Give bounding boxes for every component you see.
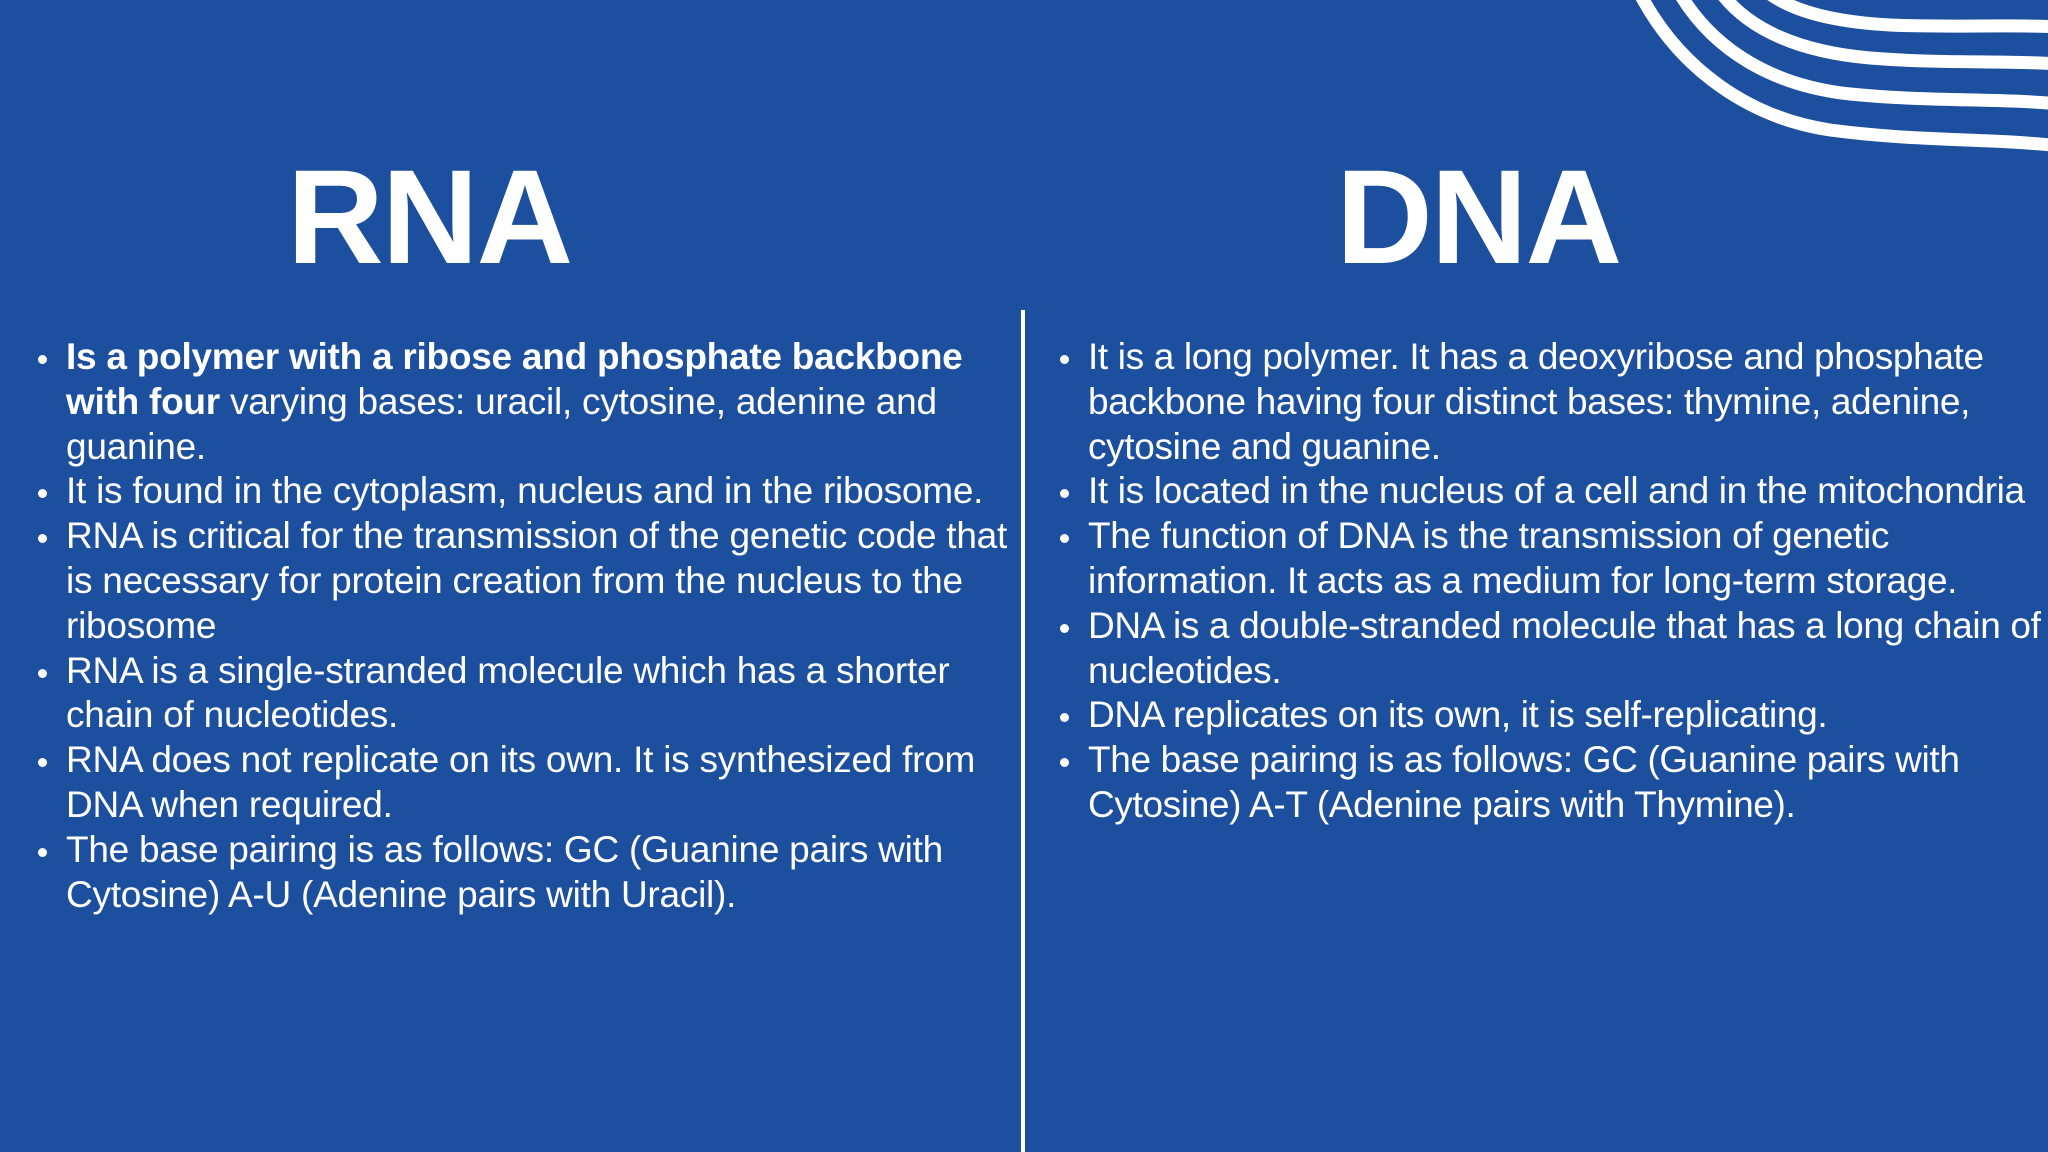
dna-bullet-item <box>1058 604 2048 694</box>
dna-bullet-text: It is a long polymer. It has a deoxyribose and phosphate backbone having four distinct bases: thymine, adenine, cytosine and guanine. <box>1088 336 1984 467</box>
wave-lines-decoration <box>1600 0 2048 170</box>
bullet-dot-icon <box>38 355 47 364</box>
bullet-dot-icon <box>38 669 47 678</box>
rna-bullet-text: varying bases: uracil, cytosine, adenine and guanine. <box>66 380 937 467</box>
rna-bullet-item <box>36 514 1022 648</box>
bullet-dot-icon <box>38 848 47 857</box>
dna-bullet-list <box>1058 335 2048 828</box>
rna-bullet-list <box>36 335 1022 917</box>
rna-bullet-text: It is found in the cytoplasm, nucleus and in the ribosome. <box>66 470 984 512</box>
bullet-dot-icon <box>1060 534 1069 543</box>
rna-bullet-item <box>36 828 1022 918</box>
rna-bullet-text: The base pairing is as follows: GC (Guanine pairs with Cytosine) A-U (Adenine pairs with Uracil). <box>66 828 943 915</box>
dna-bullet-text: The function of DNA is the transmission of genetic information. It acts as a medium for long-term storage. <box>1088 515 1958 601</box>
dna-bullet-text: DNA is a double-stranded molecule that has a long chain of nucleotides. <box>1088 604 2041 691</box>
rna-bullet-item <box>36 335 1022 469</box>
dna-bullet-item <box>1058 335 2048 469</box>
bullet-dot-icon <box>1060 624 1069 633</box>
rna-bullet-text: RNA does not replicate on its own. It is synthesized from DNA when required. <box>66 739 976 825</box>
dna-heading: DNA <box>1336 143 1621 292</box>
dna-bullet-item <box>1058 514 2048 604</box>
rna-bullet-text: RNA is a single-stranded molecule which has a shorter chain of nucleotides. <box>66 649 950 736</box>
rna-bullet-text: RNA is critical for the transmission of the genetic code that is necessary for protein creation from the nucleus to the ribosome <box>66 515 1008 646</box>
bullet-dot-icon <box>1060 713 1069 722</box>
bullet-dot-icon <box>1060 758 1069 767</box>
rna-heading: RNA <box>287 143 572 292</box>
dna-bullet-item <box>1058 469 2048 514</box>
bullet-dot-icon <box>38 489 47 498</box>
bullet-dot-icon <box>1060 489 1069 498</box>
dna-bullet-item <box>1058 738 2048 828</box>
bullet-dot-icon <box>38 534 47 543</box>
rna-bullet-item <box>36 469 1022 514</box>
dna-bullet-text: DNA replicates on its own, it is self-replicating. <box>1088 694 1828 736</box>
dna-bullet-text: The base pairing is as follows: GC (Guanine pairs with Cytosine) A-T (Adenine pairs with Thymine). <box>1088 739 1960 825</box>
rna-bullet-item <box>36 738 1022 828</box>
wave-line <box>1770 0 2048 27</box>
bullet-dot-icon <box>38 758 47 767</box>
rna-bullet-item <box>36 649 1022 739</box>
rna-bullet-bold-text: Is a polymer with a ribose and phosphate backbone with four <box>66 336 963 422</box>
dna-bullet-item <box>1058 693 2048 738</box>
dna-bullet-text: It is located in the nucleus of a cell and in the mitochondria <box>1088 470 2025 512</box>
bullet-dot-icon <box>1060 355 1069 364</box>
